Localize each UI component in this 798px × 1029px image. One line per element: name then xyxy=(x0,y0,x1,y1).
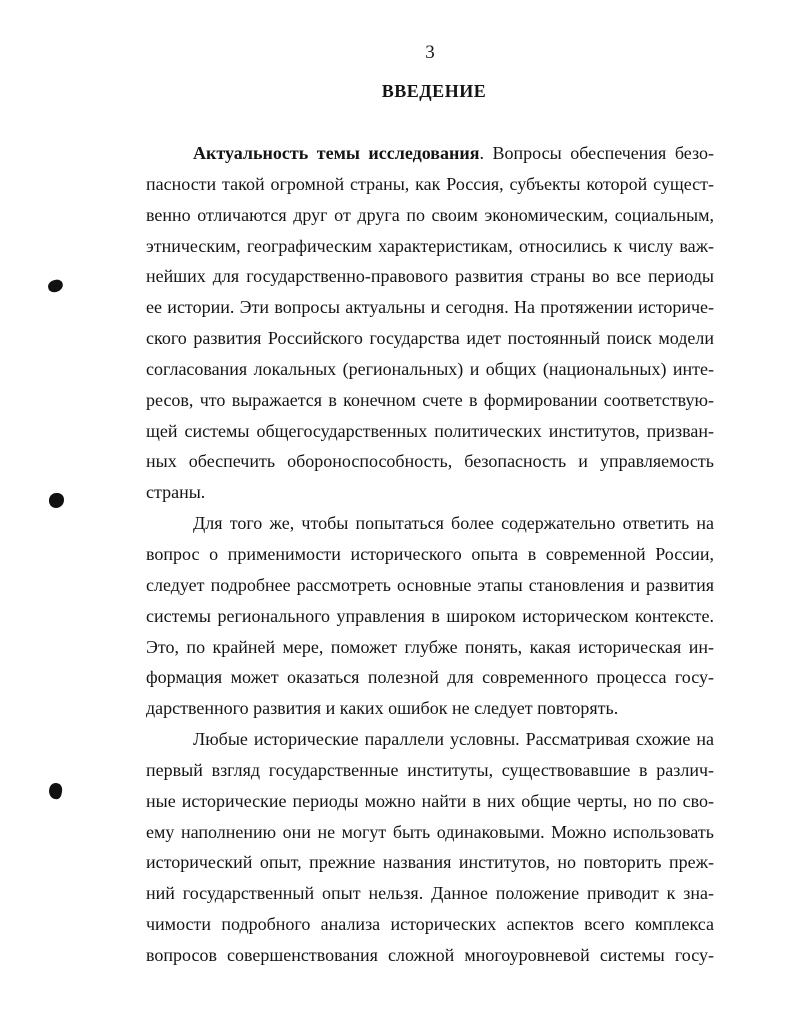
paragraph-line: нейших для государственно-правового развития страны во все периоды xyxy=(146,266,714,287)
paragraph-line: формация может оказаться полезной для современного процесса госу- xyxy=(146,667,714,688)
paragraph-line: первый взгляд государственные институты, существовавшие в различ- xyxy=(146,759,714,780)
paragraph-line: ресов, что выражается в конечном счете в формировании соответствую- xyxy=(146,389,714,410)
paragraph-line: этническим, географическим характеристикам, относились к числу важ- xyxy=(146,235,714,256)
paragraph-line: ского развития Российского государства идет постоянный поиск модели xyxy=(146,328,714,349)
paragraph-line: Любые исторические параллели условны. Рассматривая схожие на xyxy=(193,729,714,750)
paragraph-line: Для того же, чтобы попытаться более содержательно ответить на xyxy=(193,513,714,534)
paragraph-line: следует подробнее рассмотреть основные этапы становления и развития xyxy=(146,574,714,595)
page-number: 3 xyxy=(425,42,435,63)
paragraph-line: дарственного развития и каких ошибок не следует повторять. xyxy=(146,698,619,719)
paragraph-line: согласования локальных (региональных) и общих (национальных) инте- xyxy=(146,358,714,379)
paragraph-line: страны. xyxy=(146,482,206,503)
paragraph-line: ее истории. Эти вопросы актуальны и сегодня. На протяжении историче- xyxy=(146,297,714,318)
paragraph-line: ний государственный опыт нельзя. Данное положение приводит к зна- xyxy=(146,883,714,904)
lead-phrase: Актуальность темы исследования xyxy=(193,143,480,163)
paragraph-line: вопрос о применимости исторического опыта в современной России, xyxy=(146,543,714,564)
paragraph-line: пасности такой огромной страны, как Россия, субъекты которой сущест- xyxy=(146,173,714,194)
punch-hole-mark xyxy=(49,493,64,508)
paragraph-line: венно отличаются друг от друга по своим экономическим, социальным, xyxy=(146,204,714,225)
paragraph-line: чимости подробного анализа исторических аспектов всего комплекса xyxy=(146,914,714,935)
punch-hole-mark xyxy=(48,782,64,800)
paragraph-line: ему наполнению они не могут быть одинаковыми. Можно использовать xyxy=(146,821,714,842)
paragraph-line: Это, по крайней мере, поможет глубже понять, какая историческая ин- xyxy=(146,636,714,657)
paragraph-3 xyxy=(146,724,714,971)
paragraph-line: ные исторические периоды можно найти в них общие черты, но по сво- xyxy=(146,790,714,811)
paragraph-line: системы регионального управления в широком историческом контексте. xyxy=(146,605,714,626)
page-title: ВВЕДЕНИЕ xyxy=(381,81,487,101)
paragraph-line: щей системы общегосударственных политических институтов, призван- xyxy=(146,420,714,441)
paragraph-1 xyxy=(146,138,714,508)
paragraph-line: вопросов совершенствования сложной многоуровневой системы госу- xyxy=(146,944,714,965)
paragraph-line-text: . Вопросы обеспечения безо- xyxy=(479,143,714,163)
paragraph-line xyxy=(146,138,714,169)
document-body xyxy=(146,138,714,971)
paragraph-line: исторический опыт, прежние названия институтов, но повторить преж- xyxy=(146,852,714,873)
paragraph-2 xyxy=(146,508,714,724)
paragraph-line: ных обеспечить обороноспособность, безопасность и управляемость xyxy=(146,451,714,472)
punch-hole-mark xyxy=(47,278,65,293)
